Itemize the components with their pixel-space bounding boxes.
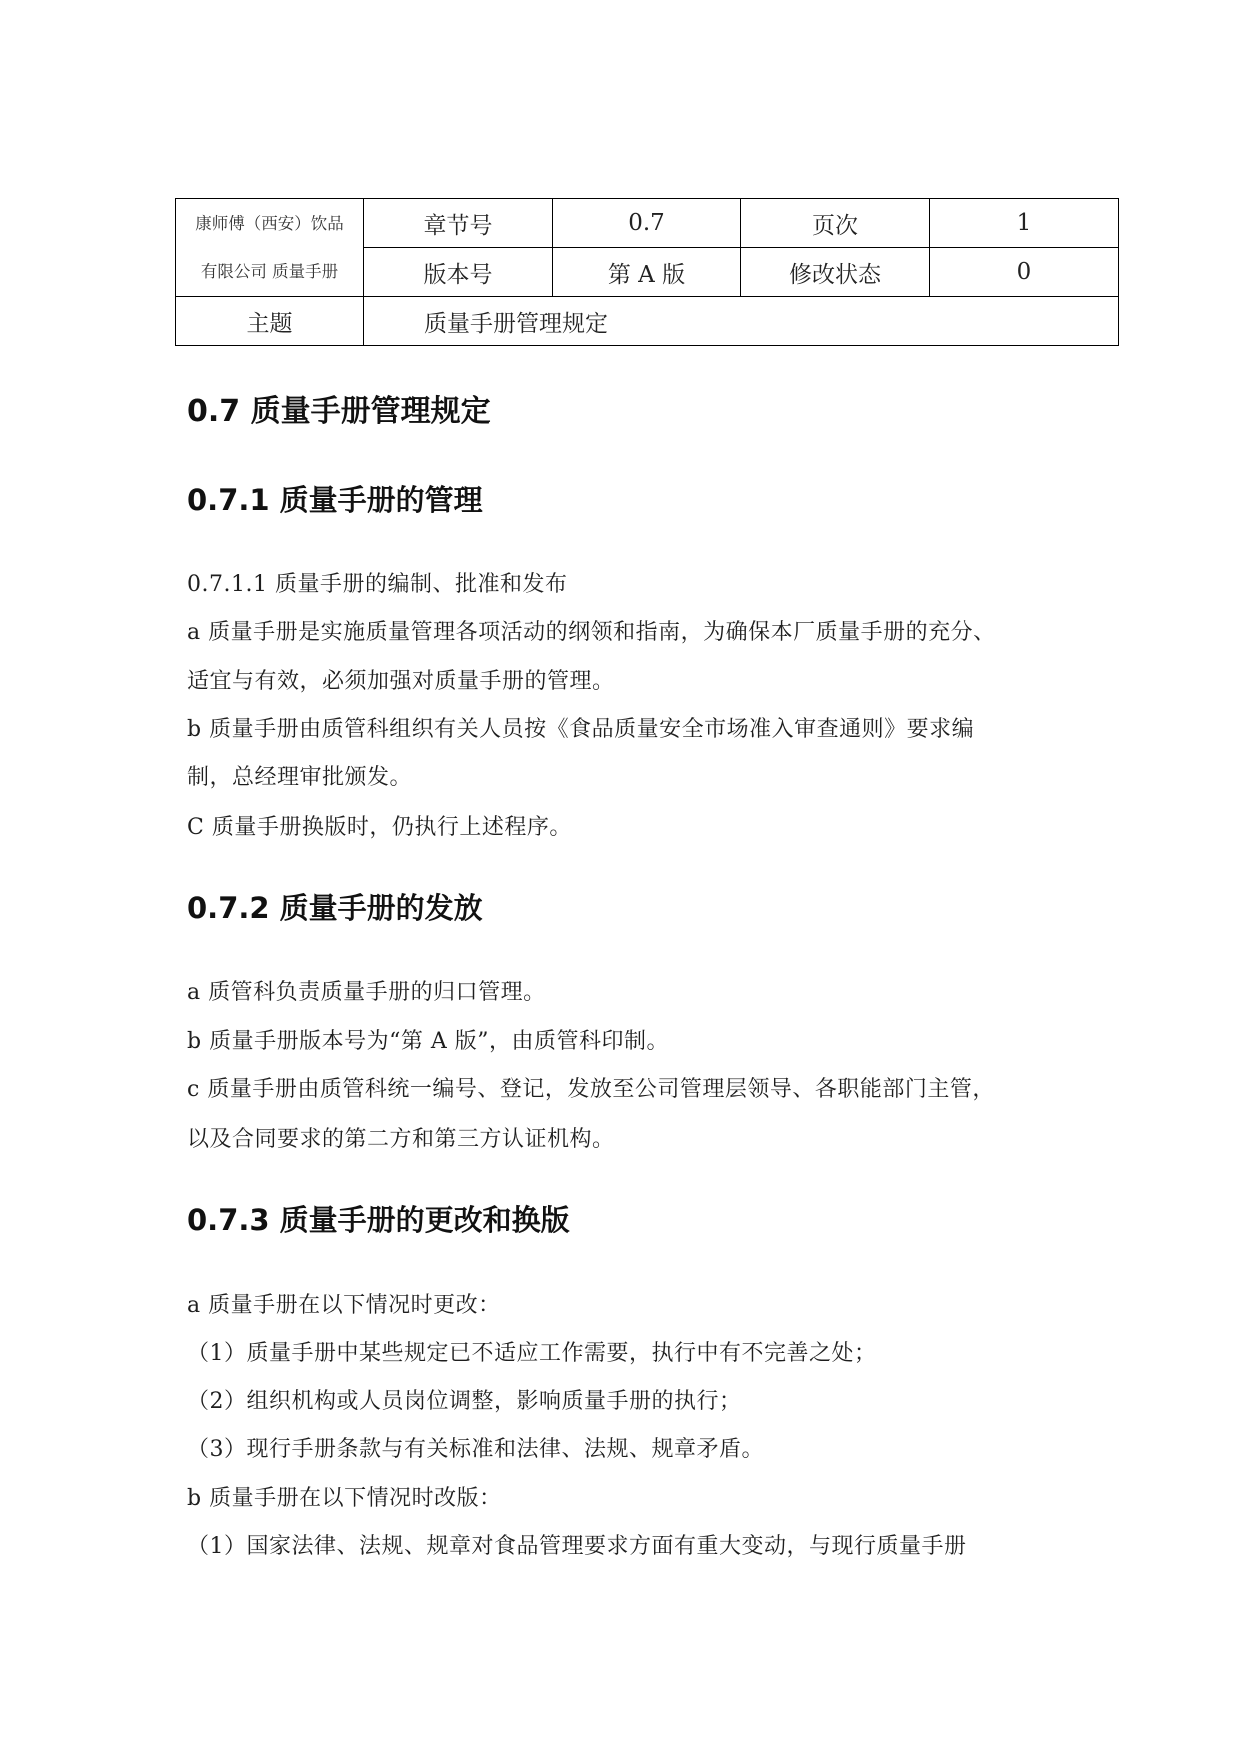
document-header-table bbox=[175, 198, 1119, 346]
paragraph-line: 以及合同要求的第二方和第三方认证机构。 bbox=[187, 1127, 615, 1152]
version-label: 版本号 bbox=[364, 248, 553, 297]
subject-label: 主题 bbox=[176, 297, 364, 346]
paragraph-line: （1）国家法律、法规、规章对食品管理要求方面有重大变动，与现行质量手册 bbox=[187, 1534, 967, 1559]
revision-label: 修改状态 bbox=[741, 248, 930, 297]
paragraph-line: b 质量手册版本号为“第 A 版”，由质管科印制。 bbox=[187, 1029, 669, 1054]
paragraph-line: b 质量手册在以下情况时改版： bbox=[187, 1486, 502, 1511]
header-row-1 bbox=[176, 199, 1119, 248]
paragraph-line: b 质量手册由质管科组织有关人员按《食品质量安全市场准入审查通则》要求编 bbox=[187, 717, 975, 742]
paragraph-line: a 质量手册在以下情况时更改： bbox=[187, 1293, 501, 1318]
page-label: 页次 bbox=[741, 199, 930, 248]
chapter-value: 0.7 bbox=[553, 199, 741, 248]
paragraph-line: 0.7.1.1 质量手册的编制、批准和发布 bbox=[187, 572, 568, 597]
header-row-3 bbox=[176, 297, 1119, 346]
version-value: 第 A 版 bbox=[553, 248, 741, 297]
chapter-label: 章节号 bbox=[364, 199, 553, 248]
section-heading: 0.7.3 质量手册的更改和换版 bbox=[187, 1203, 570, 1237]
paragraph-line: a 质量手册是实施质量管理各项活动的纲领和指南，为确保本厂质量手册的充分、 bbox=[187, 620, 996, 645]
paragraph-line: （3）现行手册条款与有关标准和法律、法规、规章矛盾。 bbox=[187, 1437, 764, 1462]
page-value: 1 bbox=[930, 199, 1119, 248]
revision-value: 0 bbox=[930, 248, 1119, 297]
paragraph-line: C 质量手册换版时，仍执行上述程序。 bbox=[187, 815, 572, 840]
page-title: 0.7 质量手册管理规定 bbox=[187, 394, 491, 429]
paragraph-line: （2）组织机构或人员岗位调整，影响质量手册的执行； bbox=[187, 1389, 742, 1414]
company-name-line-2: 有限公司 质量手册 bbox=[200, 261, 339, 281]
section-heading: 0.7.1 质量手册的管理 bbox=[187, 483, 483, 517]
paragraph-line: 制，总经理审批颁发。 bbox=[187, 765, 413, 790]
paragraph-line: 适宜与有效，必须加强对质量手册的管理。 bbox=[187, 669, 615, 694]
company-name-line-1: 康师傅（西安）饮品 bbox=[195, 213, 344, 233]
paragraph-line: a 质管科负责质量手册的归口管理。 bbox=[187, 980, 546, 1005]
paragraph-line: c 质量手册由质管科统一编号、登记，发放至公司管理层领导、各职能部门主管， bbox=[187, 1077, 995, 1102]
company-name-cell bbox=[176, 199, 364, 297]
subject-value: 质量手册管理规定 bbox=[364, 297, 1119, 346]
paragraph-line: （1）质量手册中某些规定已不适应工作需要，执行中有不完善之处； bbox=[187, 1341, 877, 1366]
section-heading: 0.7.2 质量手册的发放 bbox=[187, 891, 483, 925]
